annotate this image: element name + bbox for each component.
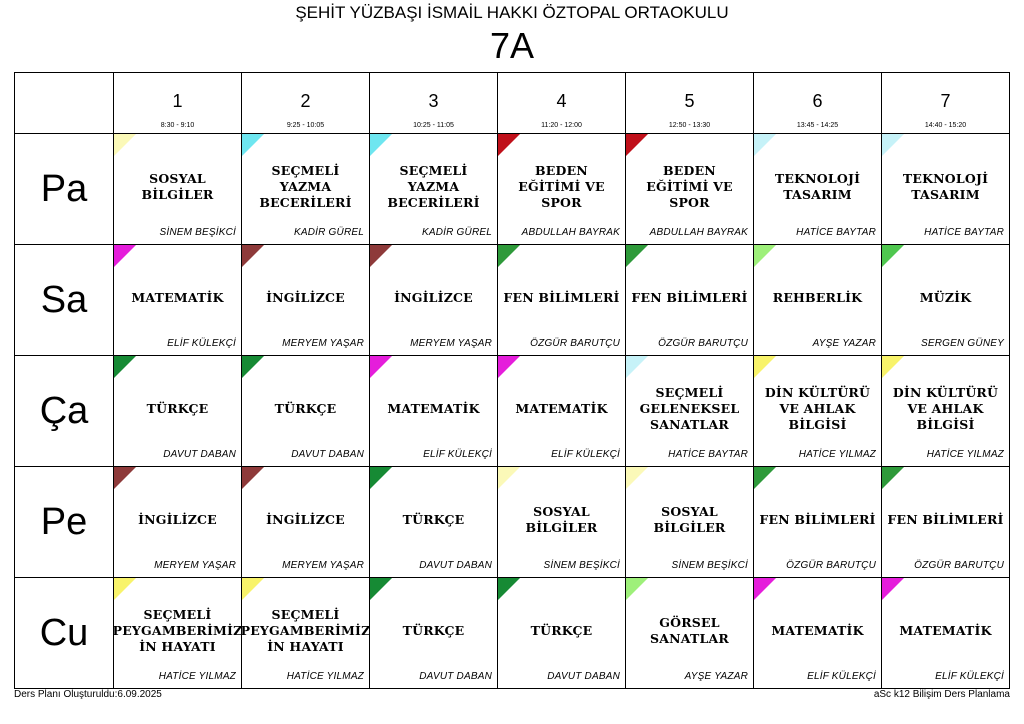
subject-color-marker xyxy=(114,356,136,378)
teacher-name: ÖZGÜR BARUTÇU xyxy=(658,338,748,349)
lesson-cell xyxy=(242,578,370,689)
subject-name: SOSYAL BİLGİLER xyxy=(141,171,214,202)
subject-name: REHBERLİK xyxy=(772,290,863,305)
school-name: ŞEHİT YÜZBAŞI İSMAİL HAKKI ÖZTOPAL ORTAOKULU xyxy=(295,3,729,22)
lesson-cell xyxy=(754,467,882,578)
subject-name: FEN BİLİMLERİ xyxy=(631,290,748,305)
subject-color-marker xyxy=(114,134,136,156)
teacher-name: ELİF KÜLEKÇİ xyxy=(423,449,492,460)
lesson-cell xyxy=(114,245,242,356)
lesson-cell xyxy=(370,578,498,689)
period-header-row xyxy=(15,73,1010,134)
subject-name: MATEMATİK xyxy=(515,401,608,416)
teacher-name: HATİCE YILMAZ xyxy=(158,671,236,682)
period-number: 5 xyxy=(684,91,695,111)
period-time: 13:45 - 14:25 xyxy=(796,122,839,129)
teacher-name: ELİF KÜLEKÇİ xyxy=(167,338,236,349)
day-label: Cu xyxy=(15,578,114,689)
subject-name: GÖRSEL SANATLAR xyxy=(650,615,729,646)
subject-name: İNGİLİZCE xyxy=(266,290,345,305)
period-header-cell xyxy=(114,73,242,134)
teacher-name: ELİF KÜLEKÇİ xyxy=(807,671,876,682)
period-number: 2 xyxy=(300,91,311,111)
period-number: 6 xyxy=(812,91,823,111)
software-credit: aSc k12 Bilişim Ders Planlama xyxy=(873,689,1010,700)
subject-name: MATEMATİK xyxy=(387,401,480,416)
lesson-cell xyxy=(882,578,1010,689)
subject-color-marker xyxy=(754,134,776,156)
subject-name: SEÇMELİ PEYGAMBERİMİZ İN HAYATI xyxy=(112,607,243,654)
timetable xyxy=(14,72,1010,689)
subject-color-marker xyxy=(498,134,520,156)
subject-color-marker xyxy=(626,356,648,378)
teacher-name: DAVUT DABAN xyxy=(419,671,492,682)
lesson-cell xyxy=(370,134,498,245)
subject-color-marker xyxy=(882,578,904,600)
day-label: Ça xyxy=(15,356,114,467)
lesson-cell xyxy=(498,134,626,245)
subject-name: BEDEN EĞİTİMİ VE SPOR xyxy=(646,163,733,210)
teacher-name: AYŞE YAZAR xyxy=(812,338,876,349)
lesson-cell xyxy=(242,245,370,356)
subject-color-marker xyxy=(242,467,264,489)
subject-name: TÜRKÇE xyxy=(274,401,337,416)
day-row xyxy=(15,356,1010,467)
subject-color-marker xyxy=(114,467,136,489)
lesson-cell xyxy=(498,245,626,356)
corner-cell xyxy=(15,73,114,134)
subject-name: TÜRKÇE xyxy=(402,623,465,638)
teacher-name: DAVUT DABAN xyxy=(163,449,236,460)
period-number: 3 xyxy=(428,91,439,111)
subject-color-marker xyxy=(370,134,392,156)
lesson-cell xyxy=(882,467,1010,578)
subject-name: İNGİLİZCE xyxy=(138,512,217,527)
teacher-name: DAVUT DABAN xyxy=(547,671,620,682)
lesson-cell xyxy=(626,356,754,467)
lesson-cell xyxy=(626,134,754,245)
teacher-name: DAVUT DABAN xyxy=(291,449,364,460)
subject-name: MATEMATİK xyxy=(131,290,224,305)
created-date: Ders Planı Oluşturuldu:6.09.2025 xyxy=(14,689,162,700)
teacher-name: ELİF KÜLEKÇİ xyxy=(935,671,1004,682)
day-row xyxy=(15,578,1010,689)
subject-color-marker xyxy=(754,245,776,267)
subject-color-marker xyxy=(498,245,520,267)
period-number: 1 xyxy=(172,91,183,111)
teacher-name: MERYEM YAŞAR xyxy=(154,560,236,571)
subject-color-marker xyxy=(242,578,264,600)
subject-name: DİN KÜLTÜRÜ VE AHLAK BİLGİSİ xyxy=(892,385,999,432)
period-header-cell xyxy=(882,73,1010,134)
lesson-cell xyxy=(882,134,1010,245)
lesson-cell xyxy=(370,467,498,578)
subject-name: DİN KÜLTÜRÜ VE AHLAK BİLGİSİ xyxy=(764,385,871,432)
lesson-cell xyxy=(882,356,1010,467)
teacher-name: HATİCE YILMAZ xyxy=(798,449,876,460)
teacher-name: ÖZGÜR BARUTÇU xyxy=(786,560,876,571)
subject-name: SOSYAL BİLGİLER xyxy=(525,504,598,535)
lesson-cell xyxy=(754,134,882,245)
lesson-cell xyxy=(242,356,370,467)
lesson-cell xyxy=(626,578,754,689)
lesson-cell xyxy=(882,245,1010,356)
subject-color-marker xyxy=(626,467,648,489)
subject-name: TÜRKÇE xyxy=(146,401,209,416)
subject-name: FEN BİLİMLERİ xyxy=(887,512,1004,527)
lesson-cell xyxy=(370,356,498,467)
day-row xyxy=(15,245,1010,356)
subject-color-marker xyxy=(626,578,648,600)
subject-name: SEÇMELİ YAZMA BECERİLERİ xyxy=(259,163,352,210)
lesson-cell xyxy=(114,356,242,467)
subject-name: TÜRKÇE xyxy=(530,623,593,638)
subject-name: SEÇMELİ GELENEKSEL SANATLAR xyxy=(639,385,740,432)
teacher-name: AYŞE YAZAR xyxy=(684,671,748,682)
subject-color-marker xyxy=(754,356,776,378)
subject-name: FEN BİLİMLERİ xyxy=(503,290,620,305)
lesson-cell xyxy=(114,134,242,245)
lesson-cell xyxy=(626,245,754,356)
subject-name: İNGİLİZCE xyxy=(394,290,473,305)
period-header-cell xyxy=(498,73,626,134)
subject-color-marker xyxy=(370,578,392,600)
day-row xyxy=(15,467,1010,578)
subject-name: MATEMATİK xyxy=(771,623,864,638)
subject-color-marker xyxy=(242,356,264,378)
subject-color-marker xyxy=(370,245,392,267)
subject-name: MATEMATİK xyxy=(899,623,992,638)
subject-name: TEKNOLOJİ TASARIM xyxy=(902,171,989,202)
lesson-cell xyxy=(498,356,626,467)
subject-color-marker xyxy=(498,578,520,600)
subject-color-marker xyxy=(626,134,648,156)
lesson-cell xyxy=(114,467,242,578)
day-row xyxy=(15,134,1010,245)
teacher-name: SİNEM BEŞİKCİ xyxy=(543,560,620,571)
period-time: 8:30 - 9:10 xyxy=(160,122,195,129)
day-label: Pa xyxy=(15,134,114,245)
teacher-name: DAVUT DABAN xyxy=(419,560,492,571)
subject-color-marker xyxy=(882,356,904,378)
lesson-cell xyxy=(754,245,882,356)
subject-color-marker xyxy=(882,245,904,267)
subject-color-marker xyxy=(242,134,264,156)
teacher-name: HATİCE YILMAZ xyxy=(286,671,364,682)
subject-name: İNGİLİZCE xyxy=(266,512,345,527)
period-header-cell xyxy=(242,73,370,134)
subject-color-marker xyxy=(498,356,520,378)
teacher-name: SERGEN GÜNEY xyxy=(921,338,1004,349)
subject-name: BEDEN EĞİTİMİ VE SPOR xyxy=(518,163,605,210)
teacher-name: MERYEM YAŞAR xyxy=(282,560,364,571)
teacher-name: SİNEM BEŞİKCİ xyxy=(671,560,748,571)
subject-color-marker xyxy=(370,467,392,489)
class-name: 7A xyxy=(489,25,535,66)
period-number: 7 xyxy=(940,91,951,111)
period-time: 10:25 - 11:05 xyxy=(413,122,454,129)
teacher-name: MERYEM YAŞAR xyxy=(282,338,364,349)
lesson-cell xyxy=(498,467,626,578)
lesson-cell xyxy=(242,467,370,578)
lesson-cell xyxy=(498,578,626,689)
subject-color-marker xyxy=(114,578,136,600)
period-time: 11:20 - 12:00 xyxy=(541,122,582,129)
period-time: 14:40 - 15:20 xyxy=(924,122,967,129)
subject-color-marker xyxy=(882,134,904,156)
subject-name: FEN BİLİMLERİ xyxy=(759,512,876,527)
subject-color-marker xyxy=(114,245,136,267)
period-time: 12:50 - 13:30 xyxy=(668,122,711,129)
lesson-cell xyxy=(626,467,754,578)
lesson-cell xyxy=(754,356,882,467)
teacher-name: ABDULLAH BAYRAK xyxy=(649,227,748,238)
subject-name: SEÇMELİ YAZMA BECERİLERİ xyxy=(387,163,480,210)
day-label: Pe xyxy=(15,467,114,578)
teacher-name: ABDULLAH BAYRAK xyxy=(521,227,620,238)
teacher-name: ELİF KÜLEKÇİ xyxy=(551,449,620,460)
subject-color-marker xyxy=(498,467,520,489)
subject-color-marker xyxy=(754,578,776,600)
period-header-cell xyxy=(754,73,882,134)
lesson-cell xyxy=(114,578,242,689)
teacher-name: ÖZGÜR BARUTÇU xyxy=(914,560,1004,571)
subject-name: SOSYAL BİLGİLER xyxy=(653,504,726,535)
subject-name: TEKNOLOJİ TASARIM xyxy=(774,171,861,202)
period-time: 9:25 - 10:05 xyxy=(286,122,325,129)
lesson-cell xyxy=(242,134,370,245)
period-number: 4 xyxy=(556,91,567,111)
subject-color-marker xyxy=(754,467,776,489)
subject-color-marker xyxy=(882,467,904,489)
period-header-cell xyxy=(370,73,498,134)
teacher-name: HATİCE BAYTAR xyxy=(796,227,876,238)
teacher-name: HATİCE YILMAZ xyxy=(926,449,1004,460)
lesson-cell xyxy=(754,578,882,689)
subject-color-marker xyxy=(370,356,392,378)
subject-name: SEÇMELİ PEYGAMBERİMİZ İN HAYATI xyxy=(240,607,371,654)
subject-name: MÜZİK xyxy=(919,290,972,305)
teacher-name: HATİCE BAYTAR xyxy=(924,227,1004,238)
teacher-name: MERYEM YAŞAR xyxy=(410,338,492,349)
teacher-name: KADİR GÜREL xyxy=(422,227,492,238)
teacher-name: KADİR GÜREL xyxy=(294,227,364,238)
subject-color-marker xyxy=(242,245,264,267)
subject-color-marker xyxy=(626,245,648,267)
teacher-name: ÖZGÜR BARUTÇU xyxy=(530,338,620,349)
teacher-name: HATİCE BAYTAR xyxy=(668,449,748,460)
lesson-cell xyxy=(370,245,498,356)
day-label: Sa xyxy=(15,245,114,356)
period-header-cell xyxy=(626,73,754,134)
teacher-name: SİNEM BEŞİKCİ xyxy=(159,227,236,238)
subject-name: TÜRKÇE xyxy=(402,512,465,527)
